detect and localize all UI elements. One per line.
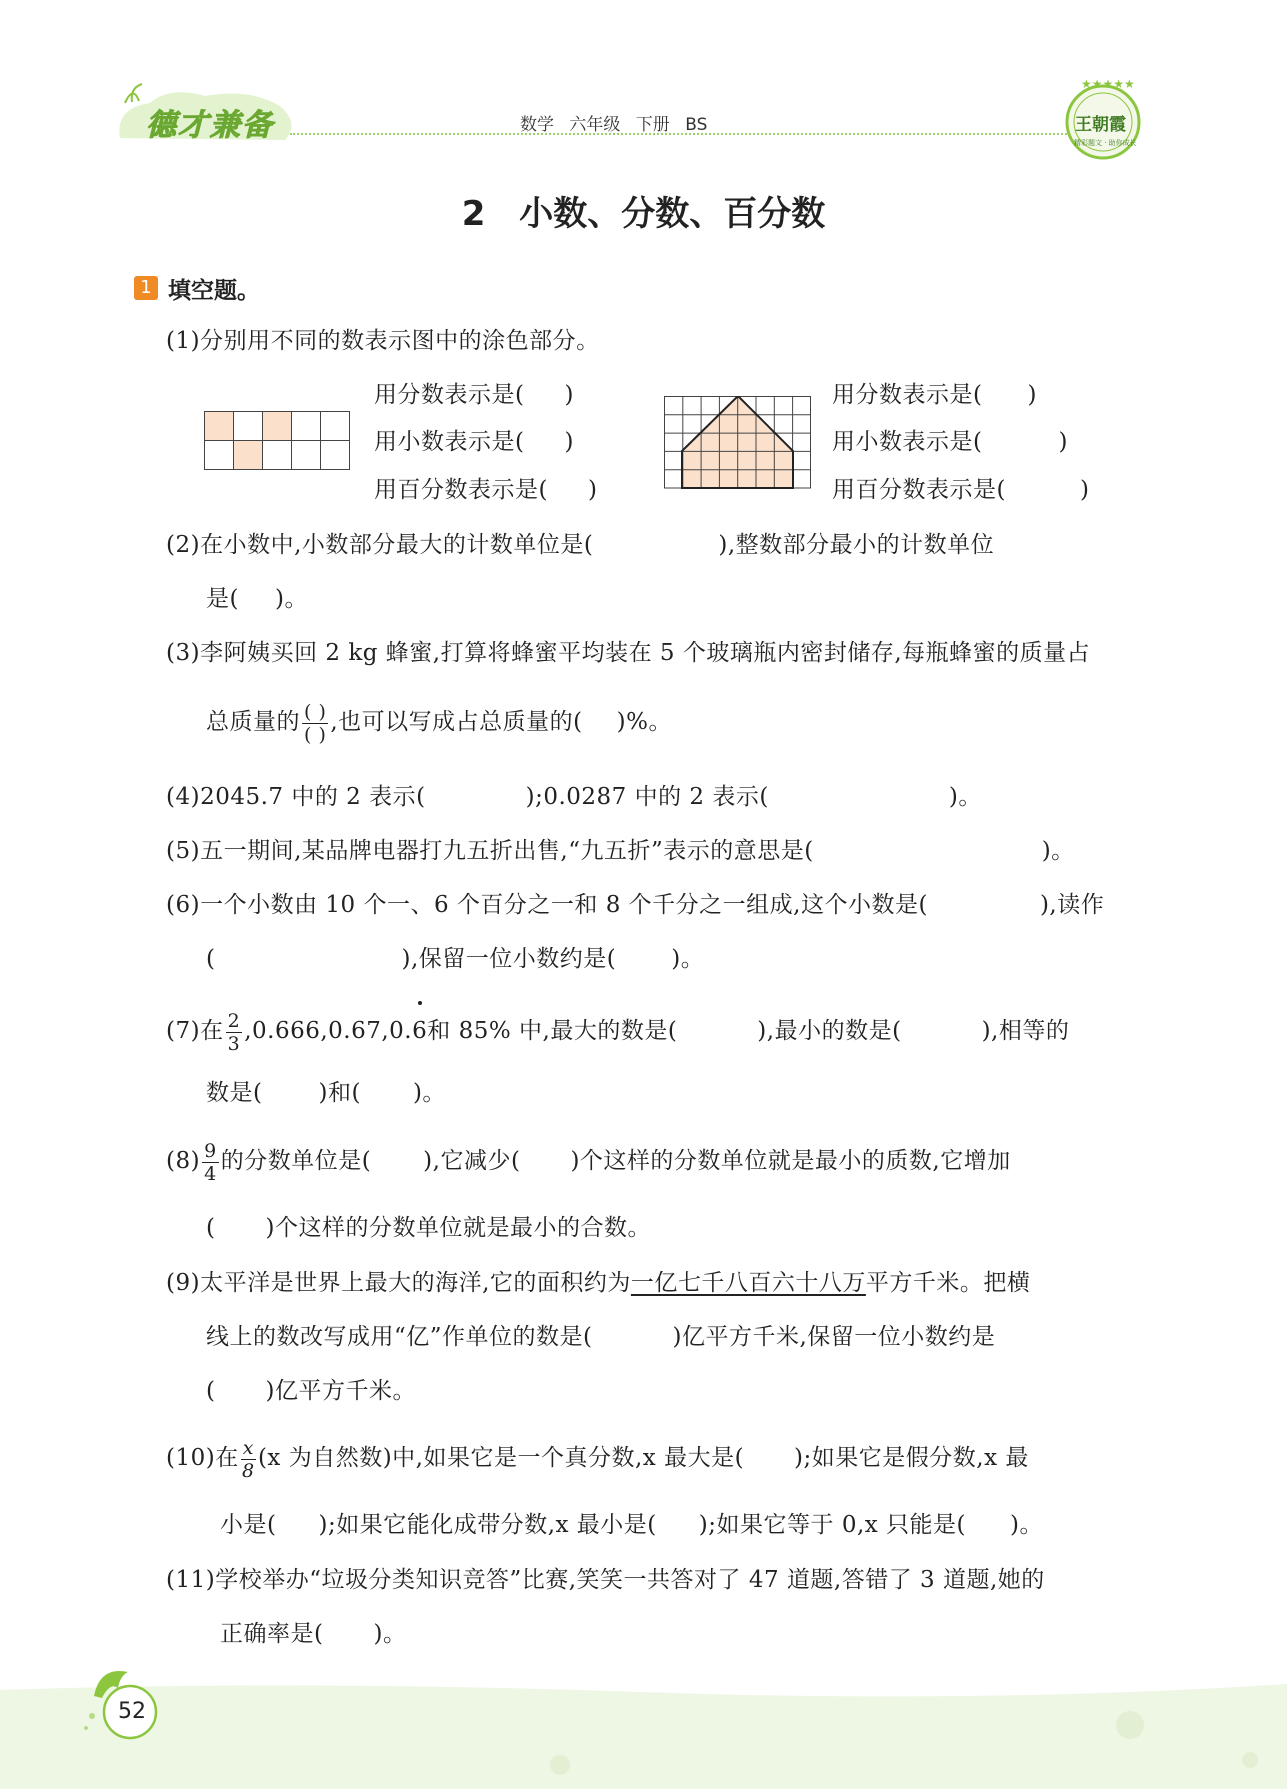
q8-fraction: $\frac{9}{4}$ <box>204 1139 217 1185</box>
q9-line3: ( )亿平方千米。 <box>206 1378 416 1404</box>
header-meta: 数学 六年级 下册 BS <box>520 115 708 135</box>
q6-line2: ( ),保留一位小数约是( )。 <box>206 946 705 972</box>
rect-grid-figure <box>204 411 350 470</box>
q10-fraction: $\frac{x}{8}$ <box>242 1436 255 1482</box>
repeating-digit: 6 <box>412 1006 427 1056</box>
section-label: 填空题。 <box>168 278 260 304</box>
header <box>0 0 1287 160</box>
q1-right-fraction: 用分数表示是( ) <box>832 382 1037 408</box>
svg-text:★★★★★: ★★★★★ <box>1081 77 1135 91</box>
q7-fraction: $\frac{2}{3}$ <box>227 1009 241 1055</box>
q11-line1: (11)学校举办“垃圾分类知识竞答”比赛,笑笑一共答对了 47 道题,答错了 3 道题,她的 <box>166 1567 1045 1593</box>
q4-line: (4)2045.7 中的 2 表示( );0.0287 中的 2 表示( )。 <box>166 784 982 810</box>
page-number: 52 <box>118 1699 146 1724</box>
q9-underlined-number: 一亿七千八百六十八万 <box>630 1270 866 1296</box>
q11-line2: 正确率是( )。 <box>220 1621 407 1647</box>
q3-line1: (3)李阿姨买回 2 kg 蜂蜜,打算将蜂蜜平均装在 5 个玻璃瓶内密封储存,每瓶蜂蜜的质量占 <box>166 640 1091 666</box>
pentagon-grid-figure <box>664 396 814 490</box>
q10-line1: (10)在 $\frac{x}{8}$ (x 为自然数)中,如果它是一个真分数,x 最大是( );如果它是假分数,x 最 <box>166 1436 1029 1482</box>
q9-line1: (9)太平洋是世界上最大的海洋,它的面积约为一亿七千八百六十八万平方千米。把横 <box>166 1270 1031 1296</box>
q2-line2: 是( )。 <box>206 586 308 612</box>
q2-line1: (2)在小数中,小数部分最大的计数单位是( ),整数部分最小的计数单位 <box>166 532 995 558</box>
q10-line2: 小是( );如果它能化成带分数,x 最小是( );如果它等于 0,x 只能是( )。 <box>220 1512 1043 1538</box>
q1-intro: (1)分别用不同的数表示图中的涂色部分。 <box>166 328 600 354</box>
q6-line1: (6)一个小数由 10 个一、6 个百分之一和 8 个千分之一组成,这个小数是( ),读作 <box>166 892 1105 918</box>
q3-line2: 总质量的 $\frac{( )}{( )}$ ,也可以写成占总质量的( )%。 <box>206 700 672 746</box>
q3-answer-fraction: $\frac{( )}{( )}$ <box>304 700 327 746</box>
q5-line: (5)五一期间,某品牌电器打九五折出售,“九五折”表示的意思是( )。 <box>166 838 1075 864</box>
footer-wave-background <box>0 1670 1287 1789</box>
q1-left-decimal: 用小数表示是( ) <box>374 429 574 455</box>
brand-logo-text: 德才兼备 <box>146 108 274 143</box>
q1-left-percent: 用百分数表示是( ) <box>374 477 598 503</box>
seal-text: 王朝霞 <box>1075 115 1126 135</box>
q1-left-fraction: 用分数表示是( ) <box>374 382 574 408</box>
q1-right-decimal: 用小数表示是( ) <box>832 429 1068 455</box>
q7-line1: (7)在 $\frac{2}{3}$ ,0.666,0.67,0.6和 85% 中,最大的数是( ),最小的数是( ),相等的 <box>166 1006 1069 1056</box>
q7-line2: 数是( )和( )。 <box>206 1080 446 1106</box>
q8-line1: (8) $\frac{9}{4}$ 的分数单位是( ),它减少( )个这样的分数单位就是最小的质数,它增加 <box>166 1139 1011 1185</box>
q8-line2: ( )个这样的分数单位就是最小的合数。 <box>206 1215 651 1241</box>
q1-right-percent: 用百分数表示是( ) <box>832 477 1090 503</box>
seal-subtext: 精彩题文 · 助你成长 <box>1074 139 1137 147</box>
section-badge: 1 <box>134 276 158 300</box>
q9-line2: 线上的数改写成用“亿”作单位的数是( )亿平方千米,保留一位小数约是 <box>206 1324 996 1350</box>
page-title: 2 小数、分数、百分数 <box>461 194 826 234</box>
